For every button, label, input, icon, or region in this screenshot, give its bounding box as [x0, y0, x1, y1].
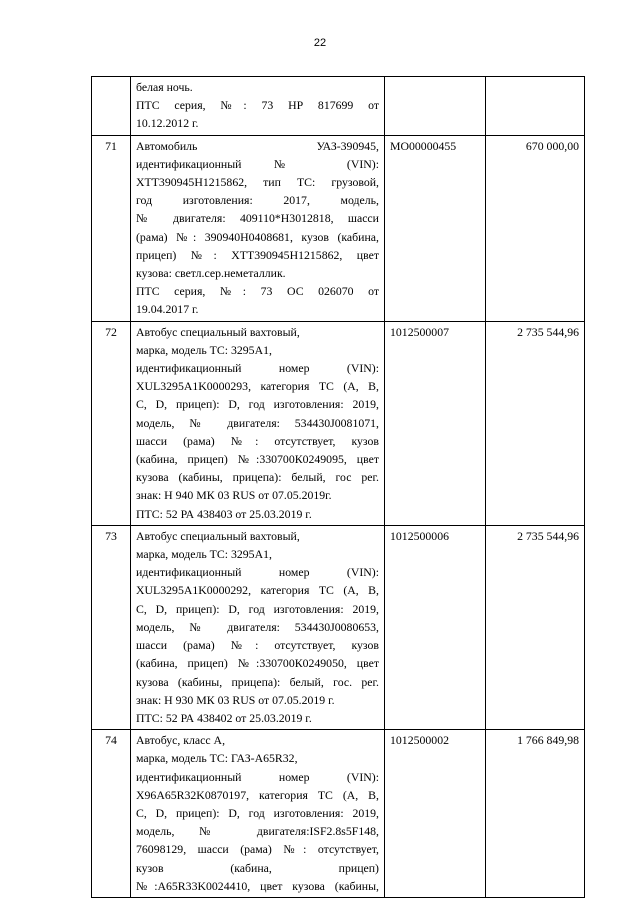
- description-line: марка, модель ТС: 3295А1,: [136, 547, 272, 562]
- inventory-number: 1012500006: [385, 525, 486, 729]
- table-row: [92, 525, 585, 729]
- row-number: 71: [92, 135, 131, 321]
- registry-body: [92, 77, 585, 898]
- description-line: знак: Н 940 МК 03 RUS от 07.05.2019г.: [136, 488, 332, 503]
- description-line: знак: Н 930 МК 03 RUS от 07.05.2019 г.: [136, 692, 335, 707]
- inventory-number: 1012500002: [385, 730, 486, 898]
- vehicle-description: [131, 730, 385, 898]
- price-value: 670 000,00: [486, 135, 585, 321]
- description-line: идентификационный номер (VIN):: [136, 769, 379, 784]
- inventory-number: 1012500007: [385, 321, 486, 525]
- description-line: XUL3295A1K0000293, категория ТС (А, В,: [136, 379, 379, 394]
- row-number: [92, 77, 131, 136]
- description-line: марка, модель ТС: 3295А1,: [136, 342, 272, 357]
- vehicle-description: [131, 135, 385, 321]
- inventory-number: МО00000455: [385, 135, 486, 321]
- vehicle-description: [131, 321, 385, 525]
- row-number: 73: [92, 525, 131, 729]
- description-line: идентификационный номер (VIN):: [136, 361, 379, 376]
- description-line: ПТС серия, №: 73 НР 817699 от: [136, 98, 379, 113]
- page-number: 22: [313, 37, 327, 49]
- price-value: 2 735 544,96: [486, 321, 585, 525]
- description-line: (рама) №: 390940Н0408681, кузов (кабина,: [136, 229, 379, 244]
- description-line: 76098129, шасси (рама) №: отсутствует,: [136, 842, 379, 857]
- row-number: 72: [92, 321, 131, 525]
- description-line: шасси (рама) №: отсутствует, кузов: [136, 433, 379, 448]
- description-line: Автомобиль УАЗ-390945,: [136, 138, 379, 153]
- vehicle-description: [131, 77, 385, 136]
- row-number: 74: [92, 730, 131, 898]
- inventory-number: [385, 77, 486, 136]
- description-line: марка, модель ТС: ГАЗ-А65R32,: [136, 751, 298, 766]
- description-line: прицеп) №: ХТТ390945Н1215862, цвет: [136, 247, 379, 262]
- description-line: Автобус, класс А,: [136, 733, 226, 748]
- vehicle-registry-table: [91, 76, 585, 898]
- description-line: модель, № двигателя: 534430J0081071,: [136, 415, 379, 430]
- description-line: С, D, прицеп): D, год изготовления: 2019,: [136, 601, 379, 616]
- description-line: X96A65R32K0870197, категория ТС (А, В,: [136, 787, 379, 802]
- description-line: ПТС: 52 РА 438403 от 25.03.2019 г.: [136, 506, 312, 521]
- description-line: кузова: светл.сер.неметаллик.: [136, 266, 286, 281]
- description-line: Автобус специальный вахтовый,: [136, 528, 300, 543]
- description-line: кузова (кабины, прицепа): белый, гос рег.: [136, 470, 379, 485]
- description-line: (кабина, прицеп) №:330700К0249050, цвет: [136, 656, 379, 671]
- price-value: 1 766 849,98: [486, 730, 585, 898]
- description-line: (кабина, прицеп) №:330700К0249095, цвет: [136, 452, 379, 467]
- description-line: идентификационный № (VIN):: [136, 156, 379, 171]
- description-line: год изготовления: 2017, модель,: [136, 193, 379, 208]
- description-line: модель, № двигателя: 534430J0080653,: [136, 619, 379, 634]
- description-line: ПТС: 52 РА 438402 от 25.03.2019 г.: [136, 710, 312, 725]
- description-line: 10.12.2012 г.: [136, 116, 199, 131]
- price-value: 2 735 544,96: [486, 525, 585, 729]
- description-line: кузов (кабина, прицеп): [136, 860, 379, 875]
- description-line: С, D, прицеп): D, год изготовления: 2019,: [136, 397, 379, 412]
- table-row: [92, 730, 585, 898]
- description-line: ХТТ390945Н1215862, тип ТС: грузовой,: [136, 175, 379, 190]
- description-line: ПТС серия, №: 73 ОС 026070 от: [136, 284, 379, 299]
- description-line: модель, № двигателя:ISF2.8s5F148,: [136, 824, 379, 839]
- description-line: XUL3295A1K0000292, категория ТС (А, В,: [136, 583, 379, 598]
- table-row: [92, 135, 585, 321]
- description-line: идентификационный номер (VIN):: [136, 565, 379, 580]
- description-line: С, D, прицеп): D, год изготовления: 2019,: [136, 805, 379, 820]
- description-line: шасси (рама) №: отсутствует, кузов: [136, 638, 379, 653]
- price-value: [486, 77, 585, 136]
- description-line: Автобус специальный вахтовый,: [136, 324, 300, 339]
- description-line: №:A65R33K0024410, цвет кузова (кабины,: [136, 878, 379, 893]
- table-row: [92, 77, 585, 136]
- table-row: [92, 321, 585, 525]
- description-line: 19.04.2017 г.: [136, 302, 199, 317]
- description-line: белая ночь.: [136, 80, 193, 94]
- description-line: № двигателя: 409110*Н3012818, шасси: [136, 211, 379, 226]
- vehicle-description: [131, 525, 385, 729]
- description-line: кузова (кабины, прицепа): белый, гос. рег.: [136, 674, 379, 689]
